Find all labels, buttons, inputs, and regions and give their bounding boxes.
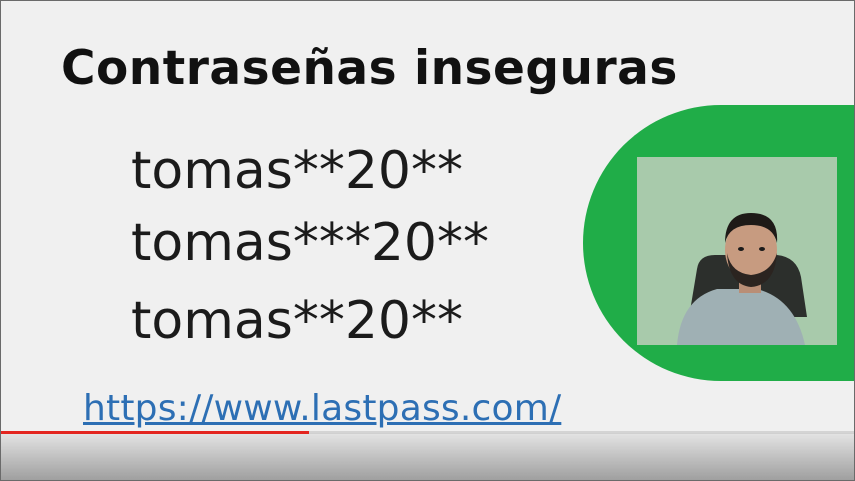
video-progress-played bbox=[1, 431, 309, 434]
password-example-1: tomas**20** bbox=[131, 141, 463, 201]
presenter-image bbox=[637, 157, 837, 345]
player-controls-shade bbox=[1, 433, 855, 481]
password-example-3: tomas**20** bbox=[131, 291, 463, 351]
video-progress-bar[interactable] bbox=[1, 431, 855, 434]
webcam-overlay bbox=[637, 157, 837, 345]
lastpass-link[interactable]: https://www.lastpass.com/ bbox=[83, 388, 562, 429]
password-example-2: tomas***20** bbox=[131, 213, 489, 273]
slide-title: Contraseñas inseguras bbox=[61, 41, 678, 96]
